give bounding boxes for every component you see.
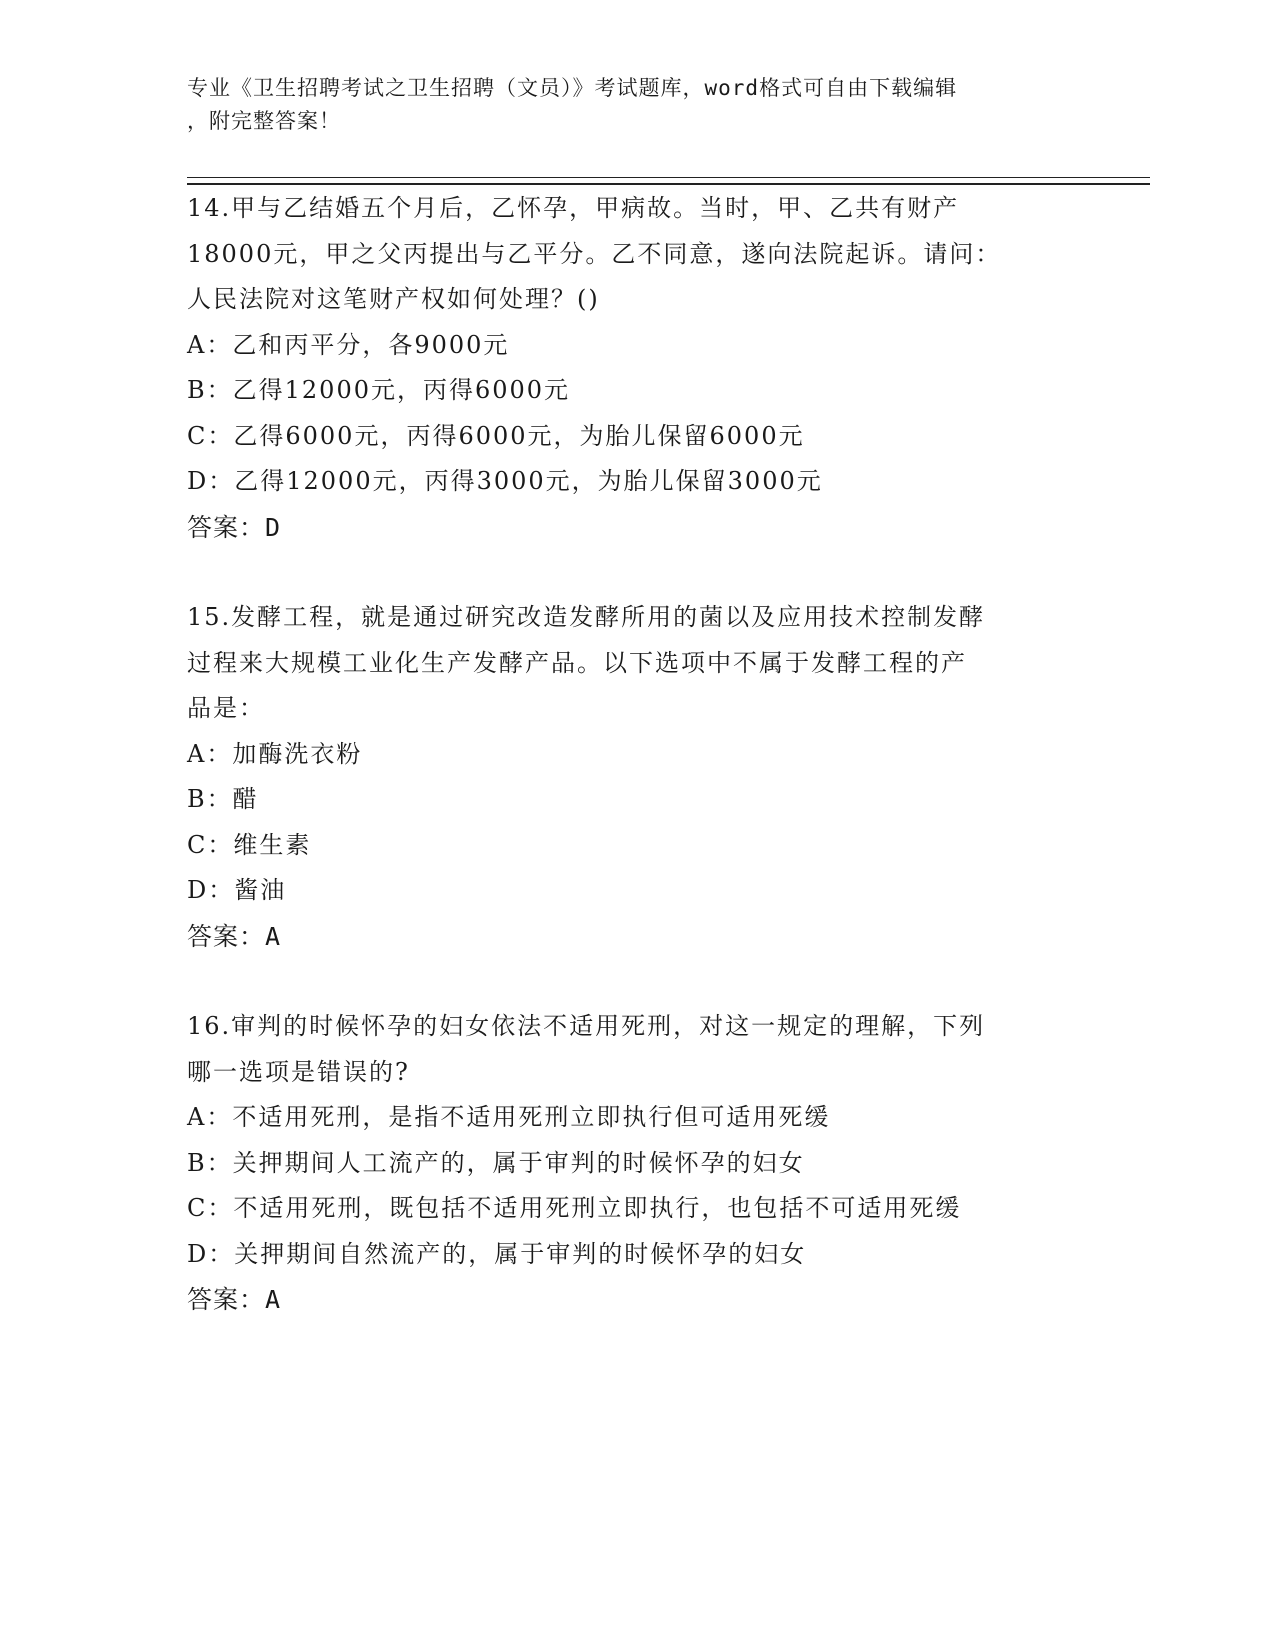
question-stem-line: 哪一选项是错误的? (187, 1057, 410, 1086)
question-stem-line: 过程来大规模工业化生产发酵产品。以下选项中不属于发酵工程的产 (187, 648, 967, 677)
option-c: C：维生素 (187, 830, 312, 859)
header-line-2: ，附完整答案！ (187, 109, 341, 133)
question-stem-line: 16.审判的时候怀孕的妇女依法不适用死刑，对这一规定的理解，下列 (187, 1012, 986, 1040)
option-d: D：关押期间自然流产的，属于审判的时候怀孕的妇女 (187, 1239, 807, 1268)
question-14 (187, 186, 1087, 550)
question-stem-line: 18000元，甲之父丙提出与乙平分。乙不同意，遂向法院起诉。请问： (187, 239, 1002, 268)
question-16 (187, 1004, 1087, 1323)
option-a: A：乙和丙平分，各9000元 (187, 330, 510, 359)
question-list (187, 186, 1087, 1368)
answer: 答案：A (187, 921, 282, 951)
option-b: B：醋 (187, 785, 259, 813)
option-a: A：加酶洗衣粉 (187, 739, 363, 768)
option-c: C：乙得6000元，丙得6000元，为胎儿保留6000元 (187, 421, 805, 450)
option-a: A：不适用死刑，是指不适用死刑立即执行但可适用死缓 (187, 1103, 831, 1131)
option-d: D：酱油 (187, 876, 287, 904)
question-stem-line: 品是： (187, 694, 265, 722)
answer: 答案：A (187, 1285, 282, 1314)
option-c: C：不适用死刑，既包括不适用死刑立即执行，也包括不可适用死缓 (187, 1194, 962, 1222)
option-b: B：关押期间人工流产的，属于审判的时候怀孕的妇女 (187, 1148, 805, 1177)
question-stem-line: 15.发酵工程，就是通过研究改造发酵所用的菌以及应用技术控制发酵 (187, 603, 986, 631)
option-b: B：乙得12000元，丙得6000元 (187, 376, 571, 404)
question-stem-line: 人民法院对这笔财产权如何处理？() (187, 285, 600, 313)
answer: 答案：D (187, 512, 282, 542)
question-15 (187, 595, 1087, 959)
option-d: D：乙得12000元，丙得3000元，为胎儿保留3000元 (187, 467, 823, 495)
header-line-1: 专业《卫生招聘考试之卫生招聘（文员）》考试题库，word格式可自由下载编辑 (187, 76, 958, 100)
document-header (187, 72, 1067, 138)
question-stem-line: 14.甲与乙结婚五个月后，乙怀孕，甲病故。当时，甲、乙共有财产 (187, 194, 960, 222)
header-divider (187, 177, 1150, 185)
